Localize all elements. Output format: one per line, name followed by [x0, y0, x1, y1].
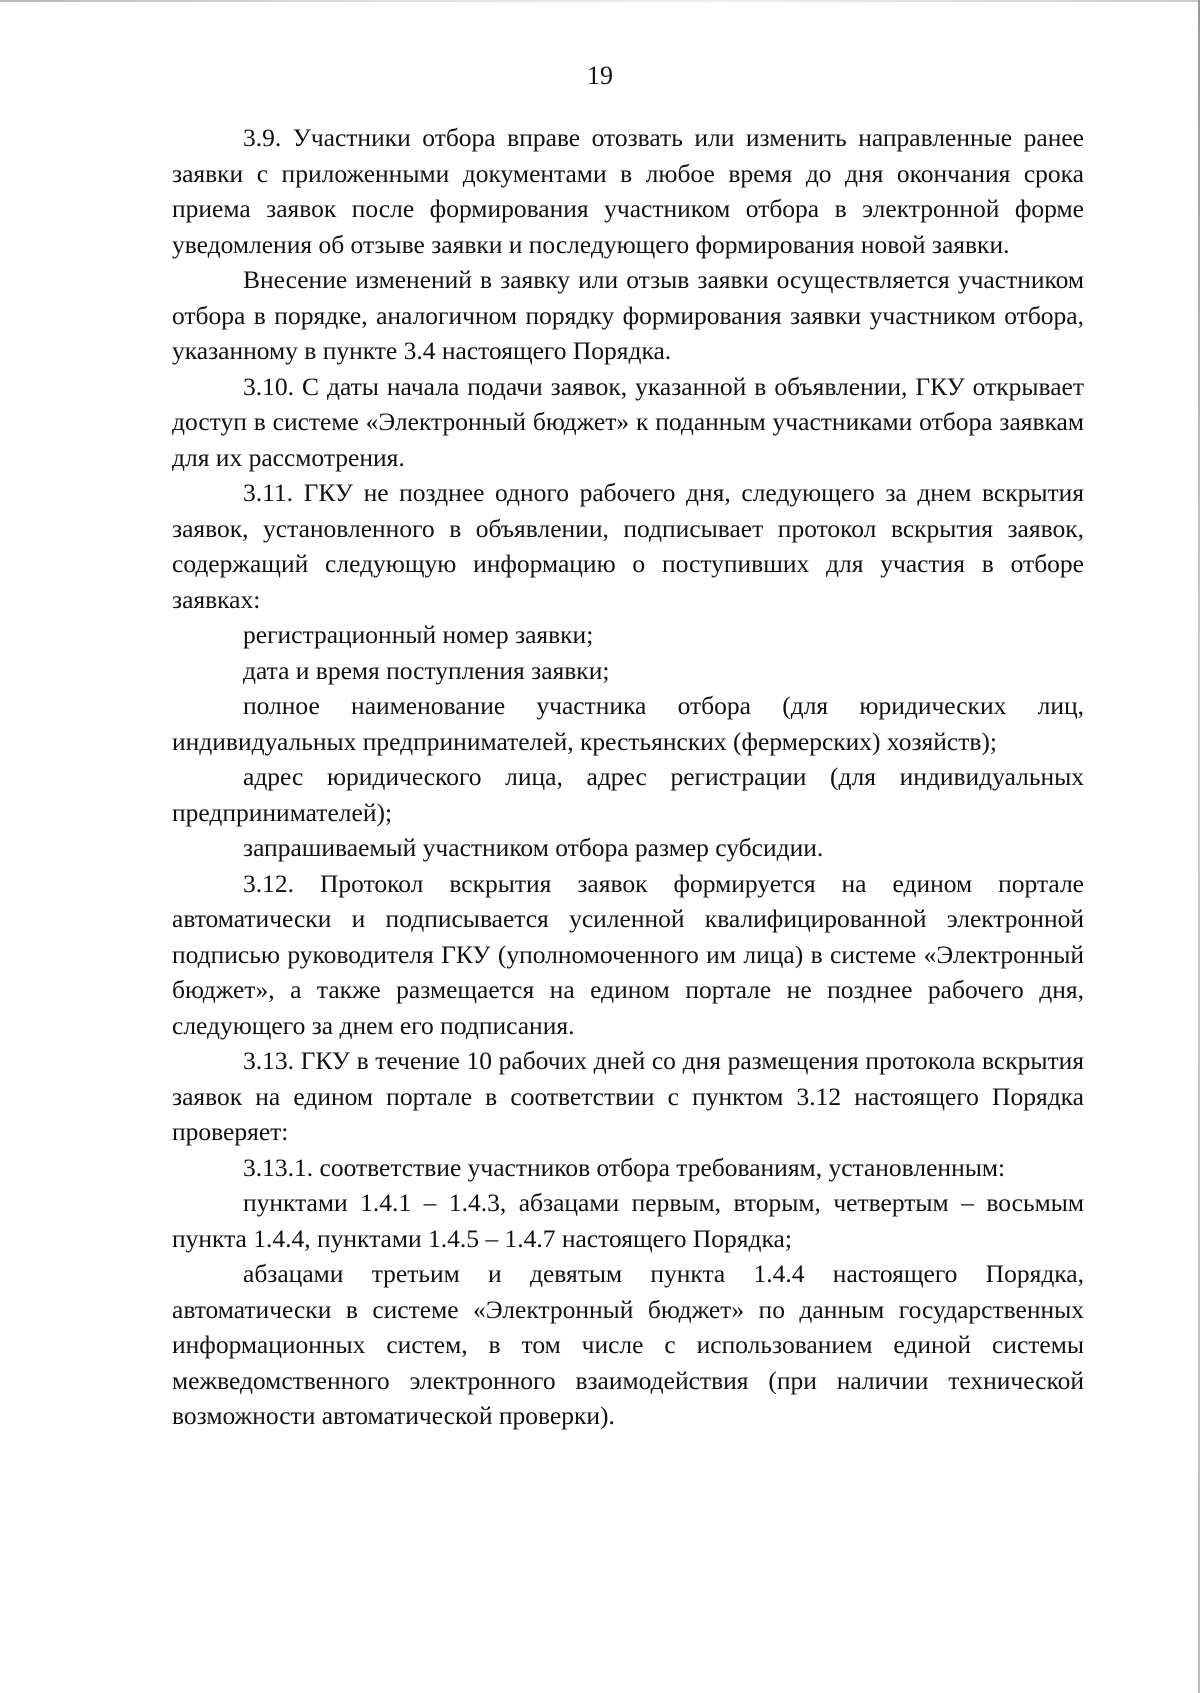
list-item-address: адрес юридического лица, адрес регистрации (для индивидуальных предпринимателей); [172, 762, 1084, 827]
list-item-date-time: дата и время поступления заявки; [243, 655, 610, 685]
list-item-full-name: полное наименование участника отбора (для юридических лиц, индивидуальных предпринимателей, крестьянских (фермерских) хозяйств); [172, 691, 1084, 756]
paragraph-points-1-4: пунктами 1.4.1 – 1.4.3, абзацами первым, вторым, четвертым – восьмым пункта 1.4.4, пунктами 1.4.5 – 1.4.7 настоящего Порядка; [172, 1188, 1084, 1253]
document-body [172, 120, 1084, 1434]
paragraph-automatic-check: абзацами третьим и девятым пункта 1.4.4 настоящего Порядка, автоматически в системе «Электронный бюджет» по данным государственных информационных систем, в том числе с использованием единой системы межведомственного электронного взаимодействия (при наличии технической возможности автоматической проверки). [172, 1259, 1084, 1430]
paragraph-3-9: 3.9. Участники отбора вправе отозвать или изменить направленные ранее заявки с приложенными документами в любое время до дня окончания срока приема заявок после формирования участником отбора в электронной форме уведомления об отзыве заявки и последующего формирования новой заявки. [172, 123, 1084, 259]
list-item-subsidy-amount: запрашиваемый участником отбора размер субсидии. [243, 833, 824, 862]
paragraph-3-12: 3.12. Протокол вскрытия заявок формируется на едином портале автоматически и подписывается усиленной квалифицированной электронной подписью руководителя ГКУ (уполномоченного им лица) в системе «Электронный бюджет», а также размещается на едином портале не позднее рабочего дня, следующего за днем его подписания. [172, 868, 1084, 1040]
scan-edge-top [0, 0, 1200, 2]
paragraph-3-11: 3.11. ГКУ не позднее одного рабочего дня, следующего за днем вскрытия заявок, установленного в объявлении, подписывает протокол вскрытия заявок, содержащий следующую информацию о поступивших для участия в отборе заявках: [172, 478, 1084, 614]
paragraph-changes: Внесение изменений в заявку или отзыв заявки осуществляется участником отбора в порядке, аналогичном порядку формирования заявки участником отбора, указанному в пункте 3.4 настоящего Порядка. [172, 265, 1084, 365]
paragraph-3-13-1: 3.13.1. соответствие участников отбора требованиям, установленным: [243, 1152, 1006, 1182]
page-number: 19 [587, 61, 613, 90]
paragraph-3-10: 3.10. С даты начала подачи заявок, указанной в объявлении, ГКУ открывает доступ в системе «Электронный бюджет» к поданным участниками отбора заявкам для их рассмотрения. [172, 371, 1084, 472]
list-item-registration-number: регистрационный номер заявки; [243, 620, 594, 649]
paragraph-3-13: 3.13. ГКУ в течение 10 рабочих дней со дня размещения протокола вскрытия заявок на едином портале в соответствии с пунктом 3.12 настоящего Порядка проверяет: [172, 1046, 1084, 1146]
